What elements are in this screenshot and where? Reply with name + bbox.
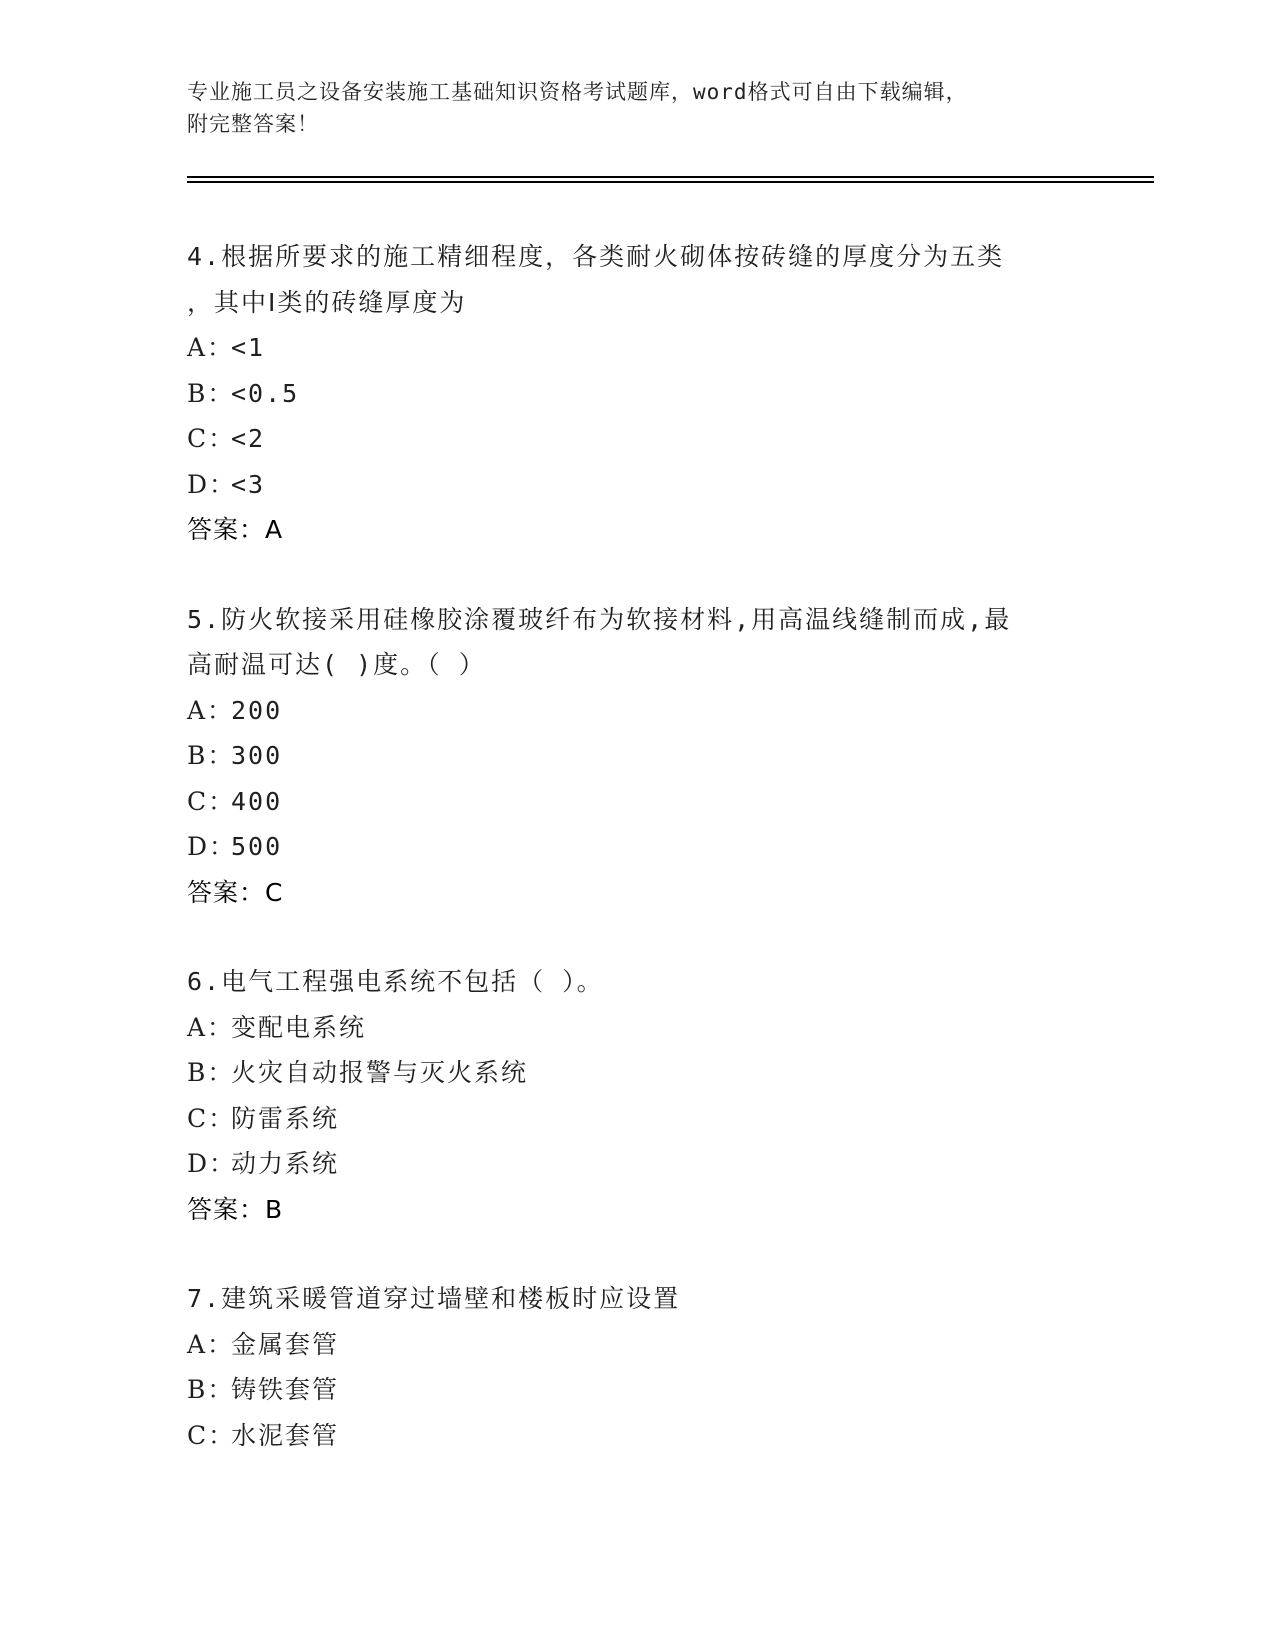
option-b xyxy=(187,371,1087,417)
question-stem-line: 7.建筑采暖管道穿过墙壁和楼板时应设置 xyxy=(187,1284,681,1313)
question-stem xyxy=(187,234,1087,325)
option-key: B： xyxy=(187,378,235,408)
option-text: 金属套管 xyxy=(231,1329,340,1359)
answer-line: 答案：A xyxy=(187,515,284,544)
question-stem xyxy=(187,959,1087,1005)
option-text: <2 xyxy=(231,424,266,453)
option-a xyxy=(187,1322,1087,1368)
option-text: 火灾自动报警与灭火系统 xyxy=(231,1058,529,1087)
option-c xyxy=(187,779,1087,825)
option-key: A： xyxy=(187,695,235,725)
question-stem-line: ，其中Ⅰ类的砖缝厚度为 xyxy=(187,287,467,317)
option-key: B： xyxy=(187,741,235,770)
option-c xyxy=(187,1096,1087,1142)
document-header xyxy=(187,76,1067,140)
question-stem-line: 5.防火软接采用硅橡胶涂覆玻纤布为软接材料,用高温线缝制而成,最 xyxy=(187,604,1012,634)
option-b xyxy=(187,1367,1087,1413)
option-text: 400 xyxy=(231,786,283,816)
option-text: 200 xyxy=(231,695,283,725)
question-stem-line: 4.根据所要求的施工精细程度，各类耐火砌体按砖缝的厚度分为五类 xyxy=(187,242,1005,271)
question-6 xyxy=(187,959,1087,1232)
option-key: B： xyxy=(187,1058,235,1087)
option-d xyxy=(187,462,1087,508)
question-7 xyxy=(187,1276,1087,1458)
option-text: 水泥套管 xyxy=(231,1420,340,1450)
option-b xyxy=(187,1050,1087,1096)
option-text: 300 xyxy=(231,741,283,770)
header-title-line-2: 附完整答案！ xyxy=(187,112,319,136)
question-stem xyxy=(187,597,1087,688)
option-b xyxy=(187,733,1087,779)
option-key: C： xyxy=(187,424,236,453)
question-list xyxy=(187,234,1087,1502)
option-d xyxy=(187,824,1087,870)
option-text: 铸铁套管 xyxy=(231,1375,340,1404)
option-text: <3 xyxy=(231,469,266,499)
option-key: D： xyxy=(187,469,237,499)
question-stem-line: 高耐温可达( )度。（ ） xyxy=(187,650,486,679)
option-text: <1 xyxy=(231,333,266,362)
option-key: B： xyxy=(187,1375,235,1404)
option-key: A： xyxy=(187,1012,235,1042)
option-key: D： xyxy=(187,832,237,861)
option-text: 防雷系统 xyxy=(231,1103,340,1133)
option-key: D： xyxy=(187,1149,237,1178)
question-stem xyxy=(187,1276,1087,1322)
option-key: A： xyxy=(187,1329,235,1359)
option-key: C： xyxy=(187,1420,236,1450)
option-key: C： xyxy=(187,1103,236,1133)
question-5 xyxy=(187,597,1087,916)
question-stem-line: 6.电气工程强电系统不包括（ ）。 xyxy=(187,967,604,996)
option-text: 500 xyxy=(231,832,283,861)
question-4 xyxy=(187,234,1087,553)
option-text: <0.5 xyxy=(231,378,300,408)
option-key: A： xyxy=(187,333,235,362)
option-c xyxy=(187,1413,1087,1459)
header-divider-bottom xyxy=(187,181,1154,183)
option-text: 变配电系统 xyxy=(231,1012,367,1042)
option-d xyxy=(187,1141,1087,1187)
option-key: C： xyxy=(187,786,236,816)
option-a xyxy=(187,325,1087,371)
answer-line: 答案：B xyxy=(187,1194,284,1224)
header-title-line-1: 专业施工员之设备安装施工基础知识资格考试题库，word格式可自由下载编辑， xyxy=(187,80,968,104)
option-text: 动力系统 xyxy=(231,1149,340,1178)
option-a xyxy=(187,688,1087,734)
header-divider-top xyxy=(187,176,1154,178)
option-a xyxy=(187,1005,1087,1051)
option-c xyxy=(187,416,1087,462)
answer-line: 答案：C xyxy=(187,877,284,907)
